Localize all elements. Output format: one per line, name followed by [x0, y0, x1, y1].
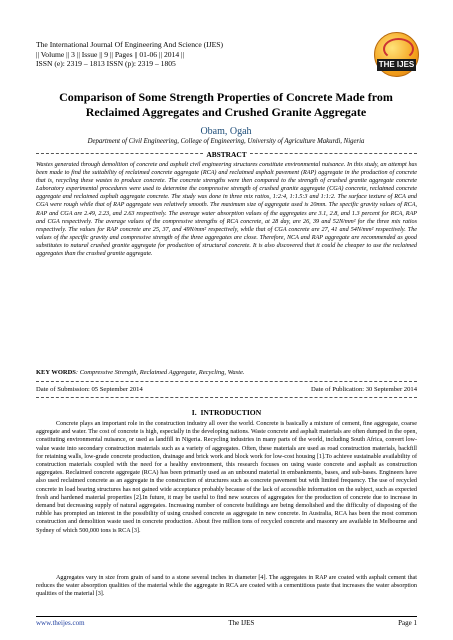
footer-journal: The IJES — [228, 619, 255, 627]
keywords-label: KEY WORDS — [36, 369, 76, 376]
body-paragraph: Concrete plays an important role in the construction industry all over the world. Concrete is basically a mixture of cement, fine aggregate, coarse aggregate and water. The cost of concrete is high, especially in the developing nations. Waste concrete and asphalt materials are often dumped in the open, constituting environmental nuisance, or used as landfill in Nigeria. Recycling industries in many parts of the world, including South Africa, convert low-value waste into secondary construction materials such as a variety of aggregates. Often, these materials are used as road construction materials, backfill for retaining walls, low-grade concrete production, drainage and brick work and block work for low-cost housing [1].To achieve sustainable availability of construction materials coupled with the need for a healthy environment, this research focuses on using waste concrete and asphalt as construction aggregates. Reclaimed concrete aggregate (RCA) has been primarily used as an unbound material in embankments, bases, and sub-bases. Engineers have also used reclaimed concrete as an aggregate in the construction of structures such as concrete pavement but with limited frequency. The use of recycled concrete in load bearing structures has not gained wide acceptance probably because of the lack of accessible information on the subject, such as expected fresh and hardened material properties [2].In future, it may be useful to find new sources of aggregates for the production of concrete due to increase in demand but decreasing supply of natural aggregates. Increasing number of concrete buildings are being demolished and the difficulty of disposing of the rubble has prompted an interest in the possibility of using crushed concrete as aggregate in new concrete. In Australia, RCA has been the most common construction and demolition waste used in concrete production. About five million tons of recycled concrete and masonry are available in Melbourne and Sydney of which 500,000 tons is RCA [3]. — [36, 421, 417, 534]
author-name: Obam, Ogah — [200, 126, 252, 137]
body-paragraph: Aggregates vary in size from grain of sand to a stone several inches in diameter [4]. The aggregates in RAP are coated with asphalt cement that reduces the water absorption qualities of the material while the aggregate in RCA are coated with a cementitious paste that increases the water absorption qualities of the material [3]. — [36, 575, 417, 598]
keywords-list: : Compressive Strength, Reclaimed Aggregate, Recycling, Waste. — [75, 369, 245, 376]
dates-divider-top — [36, 381, 417, 382]
paper-title: Comparison of Some Strength Properties of Concrete Made from Reclaimed Aggregates and Crushed Granite Aggregate — [59, 90, 393, 119]
journal-name: The International Journal Of Engineering And Science (IJES) — [36, 40, 224, 49]
abstract-text: Wastes generated through demolition of concrete and asphalt civil engineering structures constitute environmental nuisance. In this study, an attempt has been made to find the suitability of reclaimed concrete aggregate (RCA) and reclaimed asphalt pavement (RAP) aggregate in the production of concrete that is, recycling these wastes to produce concrete. The concrete strengths were then compared to the strength of crushed granite aggregate concrete Laboratory experimental procedures were used to determine the compressive strength of crushed granite aggregate (CGA) concrete, reclaimed concrete aggregate and reclaimed asphalt aggregate concrete. The study was done in three mix ratios, 1:2:4, 1:1.5:3 and 1:1:2. The surface texture of RCA and CGA were rough while that of RAP aggregate was relatively smooth. The maximum size of aggregate used is 20mm. The specific gravity values of RCA, RAP and CGA are 2.49, 2.23, and 2.63 respectively. The average water absorption values of the aggregates are 3.1, 2.8, and 1.3 percent for RCA, RAP and CGA respectively. The average values of the compressive strengths of RCA concrete, at 28 day, are 26, 39 and 52N/mm² for the three mix ratios respectively. The values for RAP concrete are 25, 37, and 49N/mm² respectively, while that of CGA concrete are 27, 41 and 54N/mm² respectively. The values of the specific gravity and compressive strength of the three aggregates are close. Therefore, NCA and RAP aggregate are recommended as good substitutes to natural crushed granite aggregate for production of structural concrete. It is also discovered that it could be cheaper to use the reclaimed aggregates than the crushed granite aggregate. — [36, 162, 417, 258]
logo-text: THE IJES — [378, 60, 415, 69]
journal-header — [36, 40, 366, 69]
submission-date: Date of Submission: 05 September 2014 — [36, 386, 143, 393]
page-footer — [36, 616, 417, 627]
dates-divider-bottom — [36, 397, 417, 398]
keywords — [36, 369, 417, 376]
issn-line: ISSN (e): 2319 – 1813 ISSN (p): 2319 – 1805 — [36, 59, 176, 69]
logo-ring-icon — [383, 38, 414, 60]
footer-page-number: Page 1 — [398, 619, 417, 627]
section-heading — [36, 408, 417, 417]
abstract-heading — [36, 150, 417, 159]
author-affiliation: Department of Civil Engineering, College of Engineering, University of Agriculture Makurdi, Nigeria — [87, 138, 365, 145]
dates-row — [36, 386, 417, 393]
section-title: INTRODUCTION — [200, 408, 262, 417]
section-number: I. — [191, 408, 197, 417]
journal-logo — [374, 32, 419, 77]
abstract-heading-text: ABSTRACT — [203, 150, 249, 159]
publication-date: Date of Publication: 30 September 2014 — [310, 386, 417, 393]
footer-website-link[interactable]: www.theijes.com — [36, 619, 85, 627]
issue-line: || Volume || 3 || Issue || 9 || Pages || 01-06 || 2014 || — [36, 49, 185, 59]
